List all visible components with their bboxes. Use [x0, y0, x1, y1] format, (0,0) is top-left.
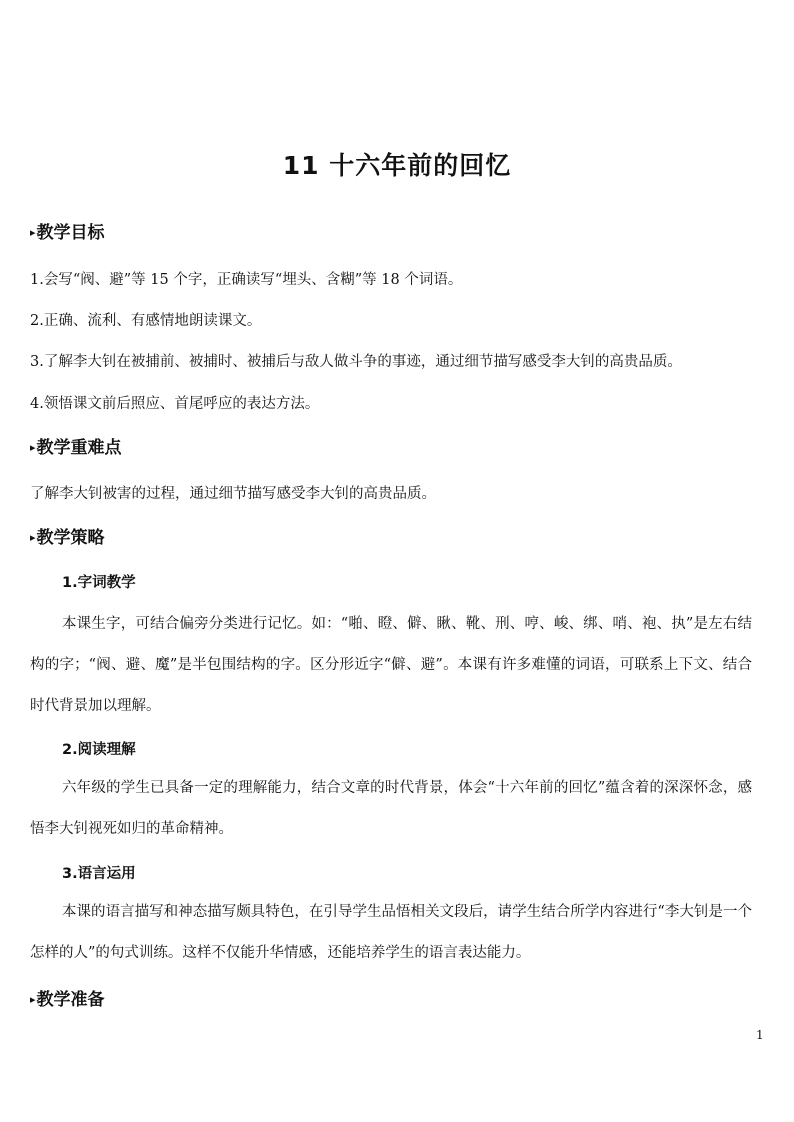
heading-text: 教学目标	[36, 223, 105, 243]
section-heading-key-points	[30, 437, 122, 459]
page-number: 1	[756, 1028, 764, 1042]
triangle-bullet-icon: ▸	[30, 993, 36, 1006]
strategy-paragraph-1: 本课生字，可结合偏旁分类进行记忆。如：“啪、瞪、僻、瞅、靴、刑、哼、峻、绑、哨、袍、执”是左右结构的字；“阀、避、魔”是半包围结构的字。区分形近字“僻、避”。本课有许多难懂的词语，可联系上下文、结合时代背景加以理解。	[30, 616, 752, 714]
section-heading-objectives	[30, 222, 105, 244]
objective-item-4: 4.领悟课文前后照应、首尾呼应的表达方法。	[30, 396, 320, 412]
section-heading-preparation	[30, 989, 105, 1011]
lesson-title: 11 十六年前的回忆	[282, 151, 512, 180]
objective-item-3: 3.了解李大钊在被捕前、被捕时、被捕后与敌人做斗争的事迹，通过细节描写感受李大钊的高贵品质。	[30, 354, 682, 370]
strategy-subheading-1: 1.字词教学	[62, 575, 136, 591]
heading-text: 教学重难点	[36, 438, 122, 458]
triangle-bullet-icon: ▸	[30, 441, 36, 454]
section-heading-strategies	[30, 527, 105, 549]
objective-item-1: 1.会写“阀、避”等 15 个字，正确读写“埋头、含糊”等 18 个词语。	[30, 272, 463, 288]
key-points-text: 了解李大钊被害的过程，通过细节描写感受李大钊的高贵品质。	[30, 486, 436, 502]
triangle-bullet-icon: ▸	[30, 531, 36, 544]
strategy-paragraph-3: 本课的语言描写和神态描写颇具特色，在引导学生品悟相关文段后，请学生结合所学内容进行“李大钊是一个怎样的人”的句式训练。这样不仅能升华情感，还能培养学生的语言表达能力。	[30, 904, 752, 961]
objective-item-2: 2.正确、流利、有感情地朗读课文。	[30, 313, 262, 329]
heading-text: 教学准备	[36, 990, 105, 1010]
heading-text: 教学策略	[36, 528, 105, 548]
strategy-subheading-2: 2.阅读理解	[62, 742, 136, 758]
strategy-paragraph-2: 六年级的学生已具备一定的理解能力，结合文章的时代背景，体会“十六年前的回忆”蕴含着的深深怀念，感悟李大钊视死如归的革命精神。	[30, 780, 752, 837]
strategy-subheading-3: 3.语言运用	[62, 866, 136, 882]
triangle-bullet-icon: ▸	[30, 226, 36, 239]
